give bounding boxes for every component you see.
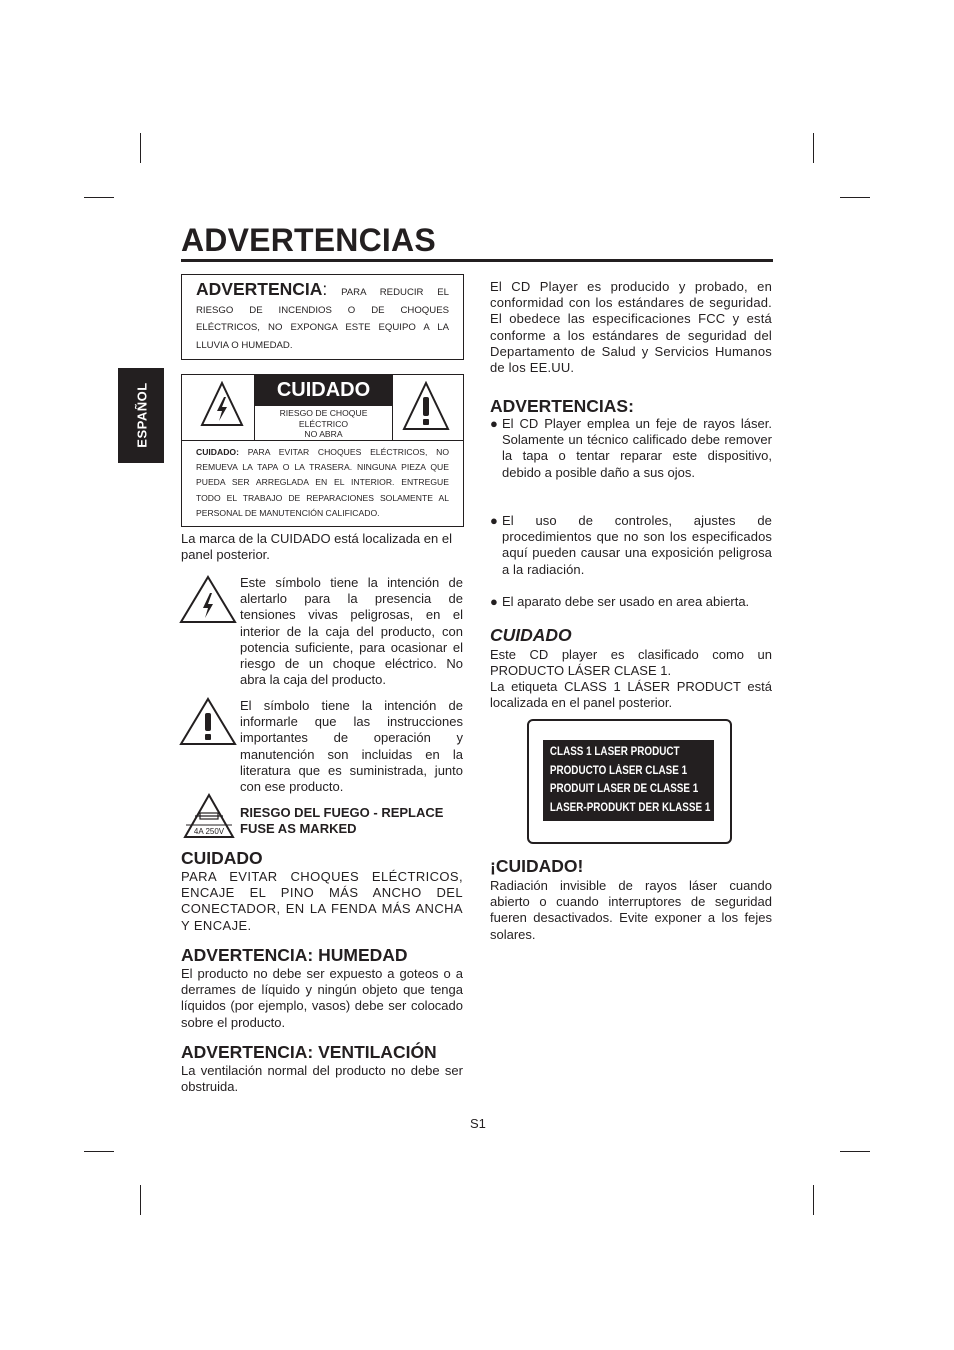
marca-text: La marca de la CUIDADO está localizada en el panel posterior. <box>181 531 452 563</box>
laser-product-label <box>527 719 732 844</box>
bullet-icon: ● <box>490 594 498 609</box>
caution-box <box>181 374 464 527</box>
advertencias-heading: ADVERTENCIAS: <box>490 396 634 416</box>
fuse-label: 4A 250V <box>193 827 225 836</box>
cuidado-heading: CUIDADO <box>181 848 263 868</box>
caution-body: CUIDADO: PARA EVITAR CHOQUES ELÉCTRICOS, NO REMUEVA LA TAPA O LA TRASERA. NINGUNA PIEZA QUE PUEDA SER ARREGLADA EN EL INTERIOR. ENTREGUE TODO EL TRABAJO DE REPARACIONES SOLAMENTE AL PERSONAL DE MANUTENCIÓN CALIFICADO. <box>196 447 450 518</box>
cuidado-text: PARA EVITAR CHOQUES ELÉCTRICOS, ENCAJE EL PINO MÁS ANCHO DEL CONECTADOR, EN LA FENDA MÁS ANCHA Y ENCAJE. <box>181 869 463 933</box>
laser-label-line: PRODUCTO LÁSER CLASE 1 <box>549 764 688 777</box>
exclamation-symbol-text: El símbolo tiene la intención de informarle que las instrucciones importantes de operación y manutención son incluidas en la literatura que es suministrada, junto con ese producto. <box>240 698 463 795</box>
right-intro-text: El CD Player es producido y probado, en conformidad con los estándares de seguridad. El obedece las especificaciones FCC y está conforme a los estándares de seguridad del Departamento de Salud y Servicios Humanos de los EE.UU. <box>490 279 772 376</box>
crop-mark <box>140 133 141 163</box>
crop-mark <box>84 197 114 198</box>
crop-mark <box>840 1151 870 1152</box>
lightning-symbol-text: Este símbolo tiene la intención de alertarlo para la presencia de tensiones vivas peligrosas, en el interior de la caja del producto, con potencia suficiente, para ocasionar el riesgo de un choque eléctrico. No abra la caja del producto. <box>240 575 463 688</box>
cuidado-excl-text: Radiación invisible de rayos láser cuando abierto o cuando interruptores de seguridad fueren desactivados. Evite exponer a los fejes solares. <box>490 878 772 942</box>
crop-mark <box>813 133 814 163</box>
crop-mark <box>140 1185 141 1215</box>
crop-mark <box>84 1151 114 1152</box>
cuidado-italic-line2: La etiqueta CLASS 1 LÁSER PRODUCT está localizada en el panel posterior. <box>490 679 772 711</box>
warning-heading: ADVERTENCIA <box>196 279 323 299</box>
exclamation-symbol-icon <box>179 697 237 747</box>
page-title: ADVERTENCIAS <box>181 222 436 258</box>
caution-risk-label: RIESGO DE CHOQUE ELÉCTRICO NO ABRA <box>279 408 368 439</box>
cuidado-italic-heading: CUIDADO <box>490 625 572 645</box>
ventilacion-text: La ventilación normal del producto no debe ser obstruida. <box>181 1063 463 1095</box>
bullet-icon: ● <box>490 416 498 431</box>
crop-mark <box>813 1185 814 1215</box>
exclamation-warning-icon <box>402 381 450 431</box>
cuidado-italic-line1: Este CD player es clasificado como un PRODUCTO LÁSER CLASE 1. <box>490 647 772 679</box>
laser-label-line: PRODUIT LASER DE CLASSE 1 <box>549 783 699 795</box>
bullet-icon: ● <box>490 513 498 528</box>
lightning-symbol-icon <box>179 575 237 625</box>
page-number: S1 <box>470 1116 486 1131</box>
language-tab-label: ESPAÑOL <box>134 382 150 448</box>
laser-label-line: LASER-PRODUKT DER KLASSE 1 <box>549 801 711 814</box>
warning-colon: : <box>322 279 328 299</box>
caution-heading: CUIDADO <box>255 375 392 406</box>
humedad-text: El producto no debe ser expuesto a goteos o a derrames de líquido y ningún objeto que tenga líquidos (por ejemplo, vasos) debe ser colocado sobre el producto. <box>181 966 463 1030</box>
laser-label-line: CLASS 1 LASER PRODUCT <box>549 746 680 758</box>
ventilacion-heading: ADVERTENCIA: VENTILACIÓN <box>181 1042 437 1062</box>
humedad-heading: ADVERTENCIA: HUMEDAD <box>181 945 408 965</box>
crop-mark <box>840 197 870 198</box>
warning-text: PARA REDUCIR EL RIESGO DE INCENDIOS O DE CHOQUES ELÉCTRICOS, NO EXPONGA ESTE EQUIPO A LA LLUVIA O HUMEDAD. <box>196 287 449 351</box>
language-tab <box>118 368 164 463</box>
fuse-text: RIESGO DEL FUEGO - REPLACE FUSE AS MARKED <box>240 805 444 836</box>
electric-warning-icon <box>200 381 244 427</box>
fuse-warning-icon <box>183 793 235 839</box>
warning-box <box>181 274 464 360</box>
title-rule <box>181 259 773 262</box>
cuidado-excl-heading: ¡CUIDADO! <box>490 856 584 876</box>
